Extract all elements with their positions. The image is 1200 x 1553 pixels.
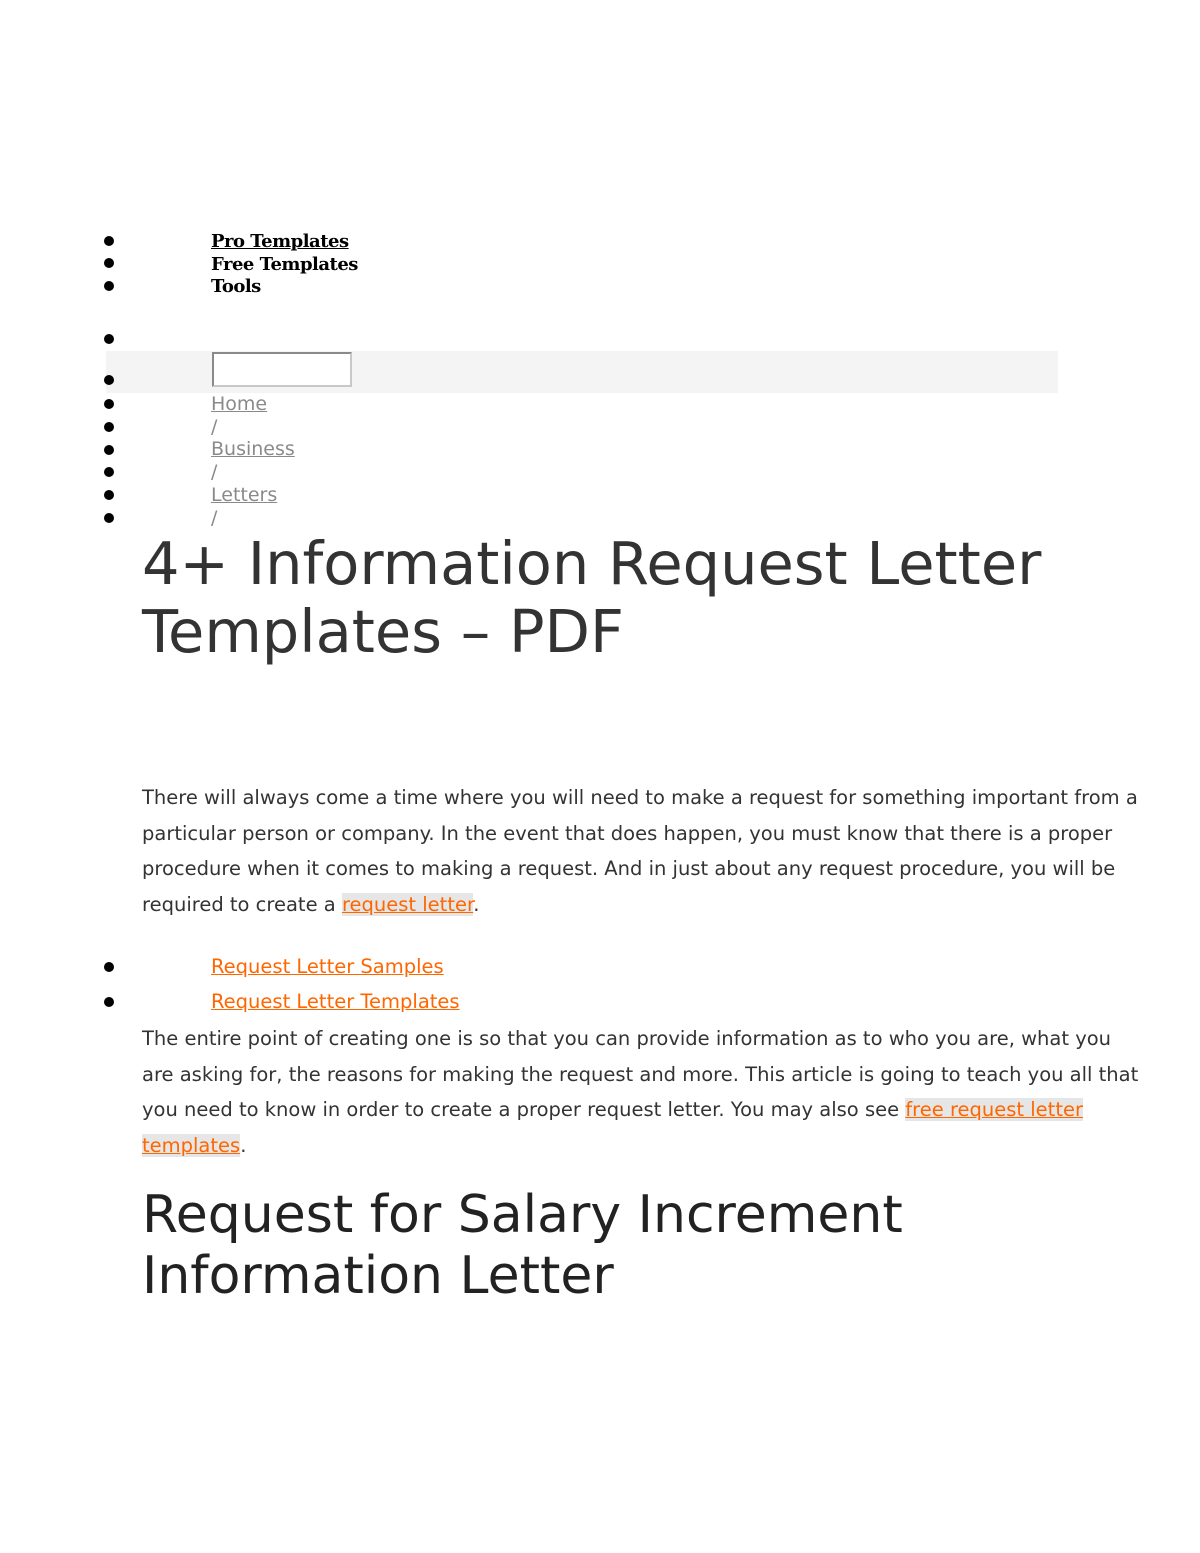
request-letter-link[interactable]: request letter <box>341 892 474 916</box>
list-bullet <box>104 281 114 291</box>
request-letter-samples-link[interactable]: Request Letter Samples <box>211 955 444 978</box>
nav-free-templates-link[interactable]: Free Templates <box>211 254 358 275</box>
breadcrumb-letters-link[interactable]: Letters <box>211 484 278 506</box>
nav-pro-templates-link[interactable]: Pro Templates <box>211 231 349 252</box>
list-bullet <box>104 445 114 455</box>
intro-text: There will always come a time where you will need to make a request for something important from a particular person or company. In the event that does happen, you must know that there is a proper procedure when it comes to making a request. And in just about any request procedure, you will be required to create a <box>142 786 1138 916</box>
body-text: The entire point of creating one is so that you can provide information as to who you are, what you are asking for, the reasons for making the request and more. This article is going to teach you all that you need to know in order to create a proper request letter. You may also see <box>142 1027 1139 1121</box>
breadcrumb-separator: / <box>211 461 218 483</box>
breadcrumb-separator: / <box>211 416 218 438</box>
body-end: . <box>240 1133 247 1157</box>
list-bullet <box>104 334 114 344</box>
list-bullet <box>104 422 114 432</box>
list-bullet <box>104 997 114 1007</box>
breadcrumb-business-link[interactable]: Business <box>211 438 295 460</box>
list-bullet <box>104 375 114 385</box>
list-bullet <box>104 467 114 477</box>
search-input[interactable] <box>212 352 352 387</box>
intro-paragraph <box>142 780 1142 922</box>
intro-end: . <box>473 892 480 916</box>
request-letter-templates-link[interactable]: Request Letter Templates <box>211 990 460 1013</box>
breadcrumb-separator: / <box>211 507 218 529</box>
free-request-letter-templates-link[interactable]: free request letter templates <box>142 1098 1083 1157</box>
section-heading: Request for Salary Increment Information Letter <box>142 1185 903 1306</box>
list-bullet <box>104 236 114 246</box>
breadcrumb-home-link[interactable]: Home <box>211 393 268 415</box>
page-title: 4+ Information Request Letter Templates – PDF <box>142 529 1042 666</box>
nav-tools-link[interactable]: Tools <box>211 276 261 297</box>
list-bullet <box>104 490 114 500</box>
list-bullet <box>104 962 114 972</box>
body-paragraph <box>142 1021 1142 1163</box>
list-bullet <box>104 399 114 409</box>
list-bullet <box>104 513 114 523</box>
list-bullet <box>104 258 114 268</box>
